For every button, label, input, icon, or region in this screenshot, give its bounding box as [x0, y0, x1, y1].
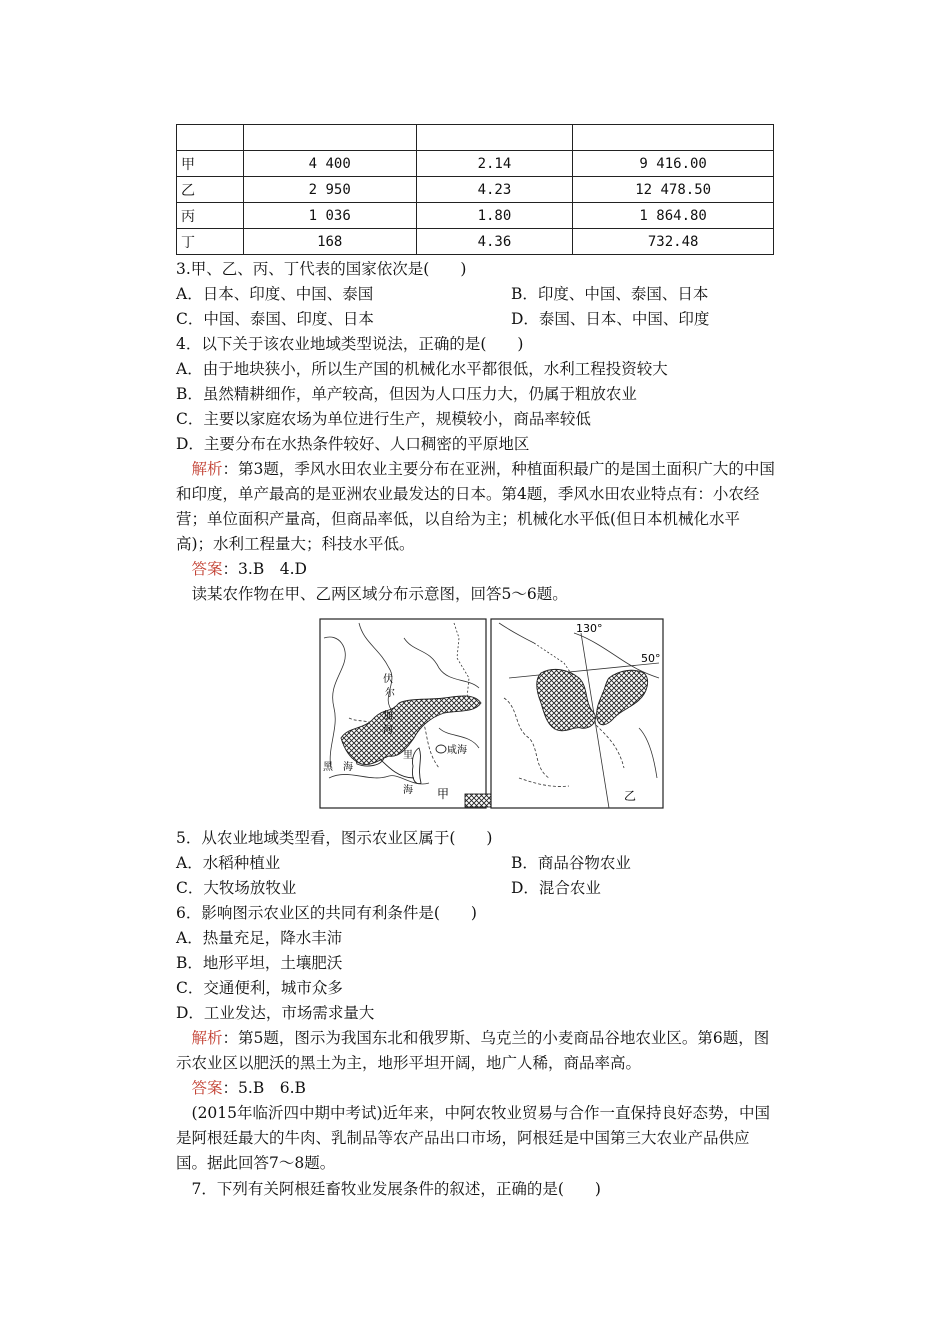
q5-option-b: B．商品谷物农业 — [511, 854, 631, 872]
map-river-jia: 加 — [383, 711, 393, 722]
q4-option-b: B．虽然精耕细作，单产较高，但因为人口压力大，仍属于粗放农业 — [176, 385, 637, 403]
analysis-paragraph-2 — [176, 1026, 776, 1076]
q4-option-a: A．由于地块狭小，所以生产国的机械化水平都很低，水利工程投资较大 — [176, 360, 668, 378]
table-cell: 12 478.50 — [573, 177, 774, 203]
answer-label: 答案 — [191, 560, 223, 578]
table-cell: 4.23 — [416, 177, 573, 203]
map-sea-li: 里 — [403, 750, 413, 761]
intro-5-6: 读某农作物在甲、乙两区域分布示意图，回答5～6题。 — [191, 585, 568, 603]
answer-line-1 — [176, 559, 307, 579]
analysis-text: ：第5题，图示为我国东北和俄罗斯、乌克兰的小麦商品谷地农业区。第6题，图示农业区以肥沃的黑土为主，地形平坦开阔，地广人稀，商品率高。 — [176, 1029, 770, 1072]
table-cell: 丁 — [177, 229, 244, 255]
table-header-cell — [177, 125, 244, 151]
map-river-he: 河 — [383, 725, 393, 736]
table-header-cell — [416, 125, 573, 151]
table-cell: 1 036 — [243, 203, 416, 229]
map-longitude-label: 130° — [576, 622, 603, 635]
table-row — [177, 151, 774, 177]
map-aral-sea: 咸海 — [447, 745, 467, 756]
answer-label: 答案 — [191, 1079, 223, 1097]
q5-option-d: D．混合农业 — [511, 879, 601, 897]
q6-option-c: C．交通便利，城市众多 — [176, 979, 343, 997]
table-cell: 甲 — [177, 151, 244, 177]
map-sea-hai: 海 — [403, 785, 413, 796]
answer-text: ：5.B 6.B — [222, 1079, 306, 1097]
q5-stem: 5．从农业地域类型看，图示农业区属于( ) — [176, 829, 493, 847]
q6-option-b: B．地形平坦，土壤肥沃 — [176, 954, 343, 972]
map-river-er: 尔 — [385, 688, 395, 699]
table-cell: 丙 — [177, 203, 244, 229]
q5-option-c: C．大牧场放牧业 — [176, 879, 297, 897]
q3-option-c: C．中国、泰国、印度、日本 — [176, 310, 374, 328]
map-black-sea: 黑 海 — [323, 762, 353, 773]
q5-option-a: A．水稻种植业 — [176, 854, 281, 872]
table-header-cell — [573, 125, 774, 151]
agriculture-region-map — [319, 618, 664, 810]
table-cell: 1 864.80 — [573, 203, 774, 229]
table-cell: 乙 — [177, 177, 244, 203]
table-cell: 4.36 — [416, 229, 573, 255]
data-table — [176, 124, 774, 255]
table-row — [177, 177, 774, 203]
table-row — [177, 229, 774, 255]
table-cell: 9 416.00 — [573, 151, 774, 177]
q6-stem: 6．影响图示农业区的共同有利条件是( ) — [176, 904, 477, 922]
table-cell: 168 — [243, 229, 416, 255]
q4-stem: 4．以下关于该农业地域类型说法，正确的是( ) — [176, 335, 524, 353]
analysis-text: ：第3题，季风水田农业主要分布在亚洲，种植面积最广的是国土面积广大的中国和印度，单产最高的是亚洲农业最发达的日本。第4题，季风水田农业特点有：小农经营；单位面积产量高，但商品率低，以自给为主；机械化水平低(但日本机械化水平高)；水利工程量大；科技水平低。 — [176, 460, 775, 553]
table-header-row — [177, 125, 774, 151]
table-cell: 2 950 — [243, 177, 416, 203]
q7-stem: 7．下列有关阿根廷畜牧业发展条件的叙述，正确的是( ) — [191, 1180, 601, 1198]
map-latitude-label: 50° — [641, 652, 661, 665]
table-row — [177, 203, 774, 229]
map-label-yi: 乙 — [624, 789, 637, 803]
map-river-fu: 伏 — [383, 674, 393, 685]
analysis-label: 解析 — [191, 460, 223, 478]
table-cell: 2.14 — [416, 151, 573, 177]
table-cell: 1.80 — [416, 203, 573, 229]
q3-option-a: A．日本、印度、中国、泰国 — [176, 285, 374, 303]
q3-option-d: D．泰国、日本、中国、印度 — [511, 310, 710, 328]
q6-option-a: A．热量充足，降水丰沛 — [176, 929, 343, 947]
q4-option-c: C．主要以家庭农场为单位进行生产，规模较小，商品率较低 — [176, 410, 591, 428]
answer-line-2 — [176, 1078, 306, 1098]
q6-option-d: D．工业发达，市场需求量大 — [176, 1004, 375, 1022]
table-cell: 4 400 — [243, 151, 416, 177]
analysis-paragraph-1 — [176, 457, 776, 557]
map-label-jia: 甲 — [437, 787, 450, 801]
analysis-label: 解析 — [191, 1029, 223, 1047]
table-cell: 732.48 — [573, 229, 774, 255]
q3-stem: 3.甲、乙、丙、丁代表的国家依次是( ) — [176, 260, 467, 278]
q3-option-b: B．印度、中国、泰国、日本 — [511, 285, 709, 303]
q4-option-d: D．主要分布在水热条件较好、人口稠密的平原地区 — [176, 435, 530, 453]
intro-7-8: (2015年临沂四中期中考试)近年来，中阿农牧业贸易与合作一直保持良好态势，中国是阿根廷最大的牛肉、乳制品等农产品出口市场，阿根廷是中国第三大农业产品供应国。据此回答7～8题。 — [176, 1104, 771, 1172]
table-header-cell — [243, 125, 416, 151]
answer-text: ：3.B 4.D — [222, 560, 307, 578]
